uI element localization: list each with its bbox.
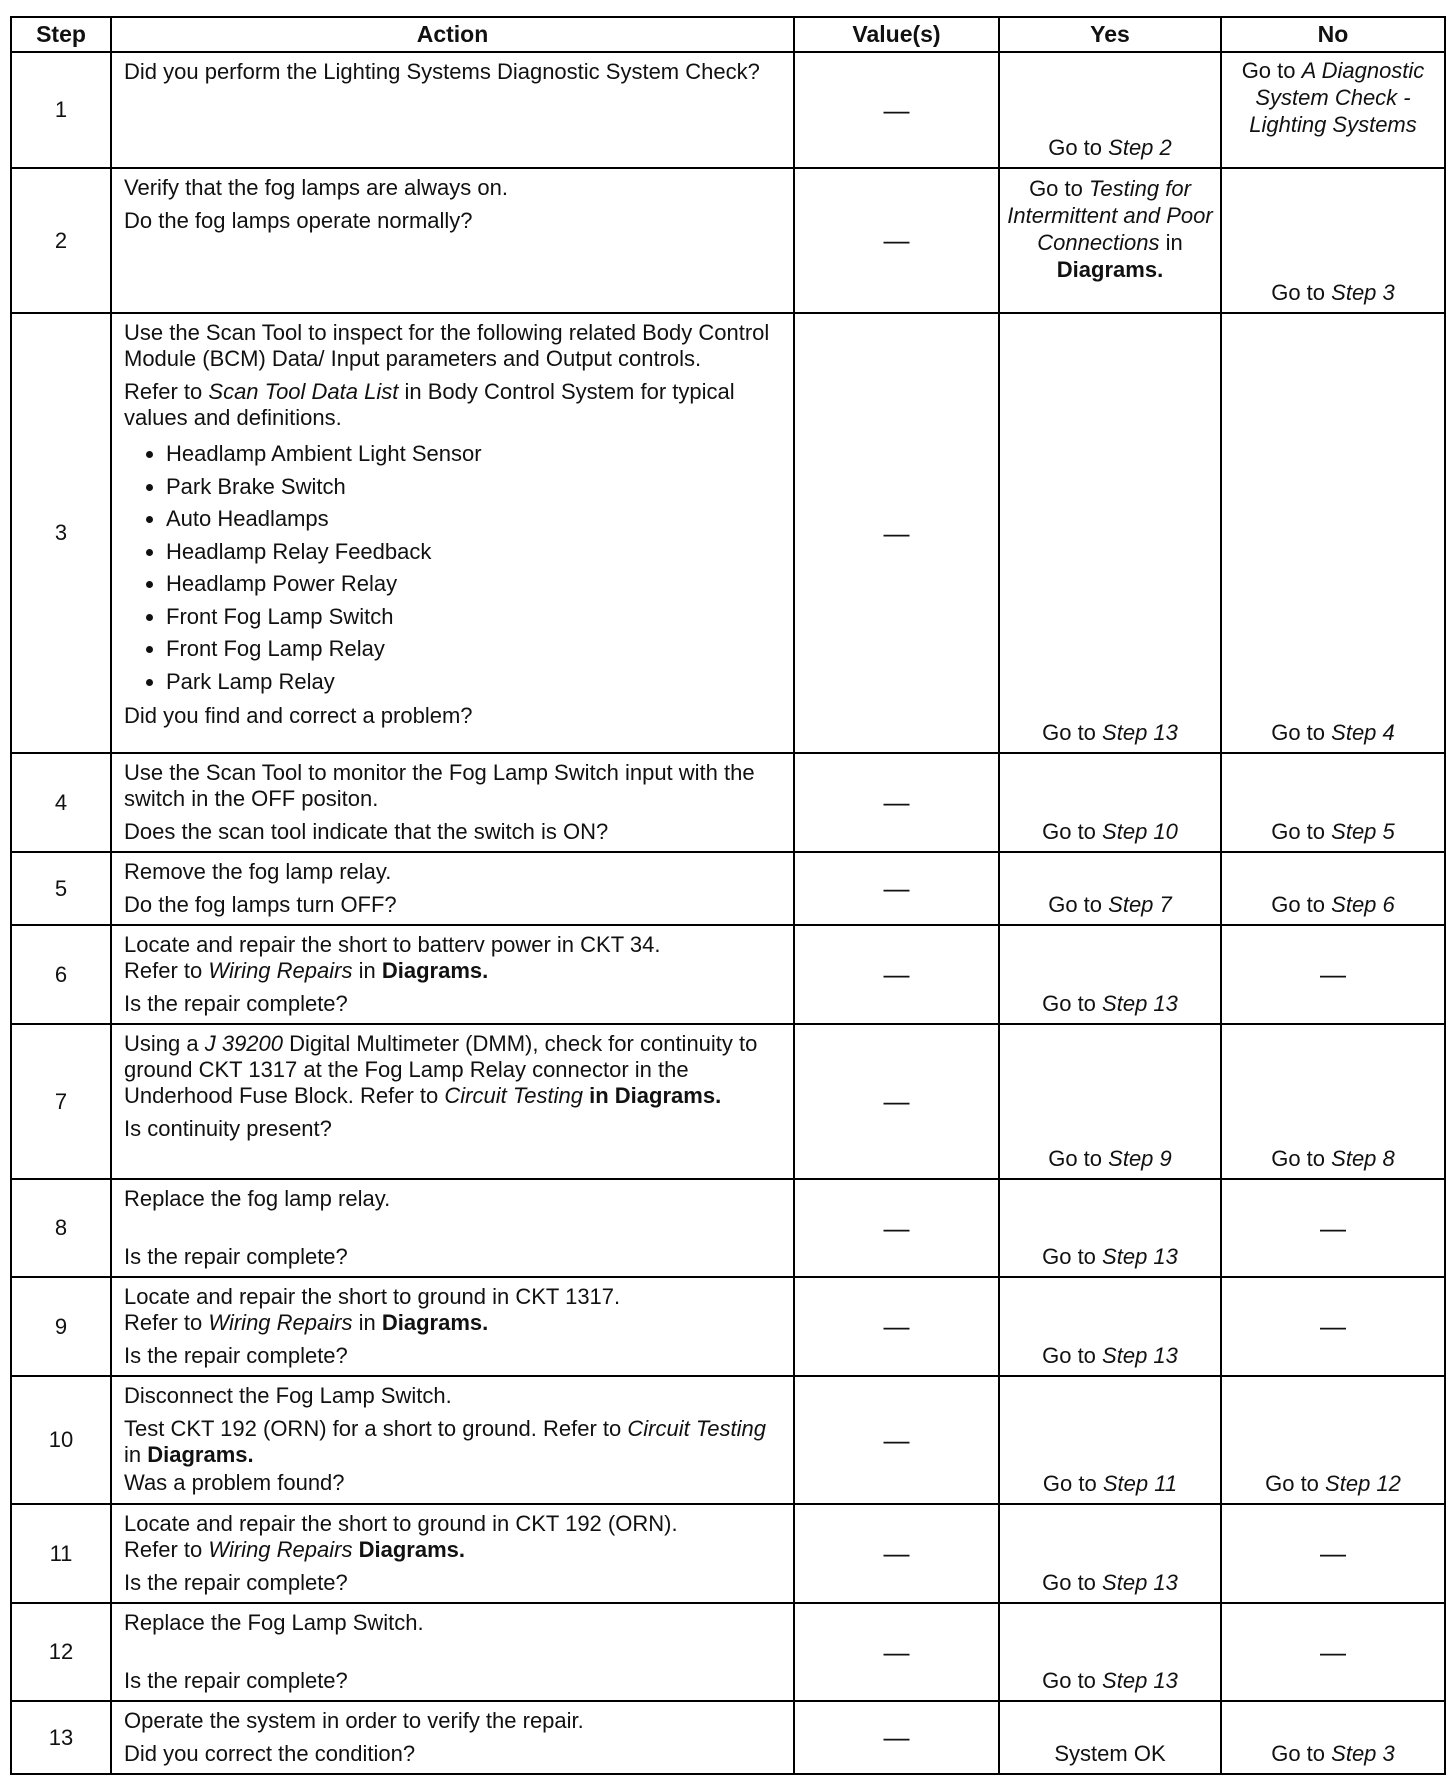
yes-cell: Go to Step 10 — [999, 753, 1221, 852]
no-cell: Go to Step 12 — [1221, 1376, 1445, 1504]
header-yes: Yes — [999, 17, 1221, 52]
no-cell: — — [1221, 1504, 1445, 1603]
diagnostic-table — [10, 16, 1446, 1775]
no-cell: Go to Step 8 — [1221, 1024, 1445, 1179]
value-cell: — — [794, 1024, 999, 1179]
action-cell: Disconnect the Fog Lamp Switch. Test CKT 192 (ORN) for a short to ground. Refer to Circuit Testing in Diagrams. Was a problem found? — [111, 1376, 794, 1504]
value-cell: — — [794, 1179, 999, 1277]
list-item: • Headlamp Relay Feedback — [166, 536, 783, 569]
list-item: • Park Brake Switch — [166, 471, 783, 504]
yes-cell: Go to Step 13 — [999, 925, 1221, 1024]
no-cell: — — [1221, 1277, 1445, 1376]
value-cell: — — [794, 852, 999, 925]
action-cell: Use the Scan Tool to inspect for the following related Body Control Module (BCM) Data/ Input parameters and Output controls. Refer to Scan Tool Data List in Body Control System for typical values and definitions. • Headlamp Ambient Light Sensor • Park Brake Switch • Auto Headlamps • Headlamp Relay Feedback • Headlamp Power Relay • Front Fog Lamp Switch • Front Fog Lamp Relay • Park Lamp Relay Did you find and correct a problem? — [111, 313, 794, 753]
no-cell: Go to Step 6 — [1221, 852, 1445, 925]
list-item: • Auto Headlamps — [166, 503, 783, 536]
parameter-list — [124, 438, 783, 698]
yes-cell: Go to Testing for Intermittent and Poor Connections in Diagrams. — [999, 168, 1221, 313]
action-cell: Replace the fog lamp relay. Is the repair complete? — [111, 1179, 794, 1277]
no-cell: Go to Step 5 — [1221, 753, 1445, 852]
yes-cell: Go to Step 13 — [999, 1179, 1221, 1277]
step-number: 5 — [11, 852, 111, 925]
no-cell: — — [1221, 1179, 1445, 1277]
action-cell: Verify that the fog lamps are always on. Do the fog lamps operate normally? — [111, 168, 794, 313]
step-number: 3 — [11, 313, 111, 753]
yes-cell: Go to Step 7 — [999, 852, 1221, 925]
header-values: Value(s) — [794, 17, 999, 52]
yes-cell: System OK — [999, 1701, 1221, 1774]
header-step: Step — [11, 17, 111, 52]
table-row — [11, 1376, 1445, 1504]
value-cell: — — [794, 168, 999, 313]
no-cell: — — [1221, 925, 1445, 1024]
value-cell: — — [794, 753, 999, 852]
action-cell: Did you perform the Lighting Systems Diagnostic System Check? — [111, 52, 794, 168]
yes-cell: Go to Step 13 — [999, 1603, 1221, 1701]
table-row — [11, 1701, 1445, 1774]
no-cell: Go to Step 4 — [1221, 313, 1445, 753]
list-item: • Front Fog Lamp Relay — [166, 633, 783, 666]
step-number: 9 — [11, 1277, 111, 1376]
value-cell: — — [794, 1376, 999, 1504]
yes-cell: Go to Step 13 — [999, 1504, 1221, 1603]
step-number: 7 — [11, 1024, 111, 1179]
table-row — [11, 753, 1445, 852]
action-cell: Locate and repair the short to batterv power in CKT 34. Refer to Wiring Repairs in Diagrams. Is the repair complete? — [111, 925, 794, 1024]
value-cell: — — [794, 1504, 999, 1603]
header-action: Action — [111, 17, 794, 52]
step-number: 2 — [11, 168, 111, 313]
yes-cell: Go to Step 2 — [999, 52, 1221, 168]
header-no: No — [1221, 17, 1445, 52]
action-cell: Remove the fog lamp relay. Do the fog lamps turn OFF? — [111, 852, 794, 925]
list-item: • Park Lamp Relay — [166, 666, 783, 699]
value-cell: — — [794, 313, 999, 753]
table-row — [11, 168, 1445, 313]
action-cell: Using a J 39200 Digital Multimeter (DMM), check for continuity to ground CKT 1317 at the Fog Lamp Relay connector in the Underhood Fuse Block. Refer to Circuit Testing in Diagrams. Is continuity present? — [111, 1024, 794, 1179]
action-cell: Use the Scan Tool to monitor the Fog Lamp Switch input with the switch in the OFF positon. Does the scan tool indicate that the switch is ON? — [111, 753, 794, 852]
no-cell: Go to Step 3 — [1221, 1701, 1445, 1774]
no-cell: Go to A Diagnostic System Check - Lighting Systems — [1221, 52, 1445, 168]
action-cell: Locate and repair the short to ground in CKT 1317. Refer to Wiring Repairs in Diagrams. Is the repair complete? — [111, 1277, 794, 1376]
step-number: 4 — [11, 753, 111, 852]
step-number: 10 — [11, 1376, 111, 1504]
action-cell: Replace the Fog Lamp Switch. Is the repair complete? — [111, 1603, 794, 1701]
list-item: • Headlamp Ambient Light Sensor — [166, 438, 783, 471]
step-number: 8 — [11, 1179, 111, 1277]
step-number: 6 — [11, 925, 111, 1024]
action-cell: Operate the system in order to verify the repair. Did you correct the condition? — [111, 1701, 794, 1774]
table-row — [11, 1603, 1445, 1701]
table-row — [11, 1179, 1445, 1277]
list-item: • Headlamp Power Relay — [166, 568, 783, 601]
yes-cell: Go to Step 13 — [999, 313, 1221, 753]
value-cell: — — [794, 925, 999, 1024]
table-row — [11, 1277, 1445, 1376]
action-cell: Locate and repair the short to ground in CKT 192 (ORN). Refer to Wiring Repairs Diagrams. Is the repair complete? — [111, 1504, 794, 1603]
yes-cell: Go to Step 11 — [999, 1376, 1221, 1504]
yes-cell: Go to Step 13 — [999, 1277, 1221, 1376]
step-number: 13 — [11, 1701, 111, 1774]
table-row — [11, 1504, 1445, 1603]
table-row — [11, 1024, 1445, 1179]
header-row — [11, 17, 1445, 52]
value-cell: — — [794, 1277, 999, 1376]
table-row — [11, 52, 1445, 168]
table-row — [11, 925, 1445, 1024]
step-number: 11 — [11, 1504, 111, 1603]
no-cell: Go to Step 3 — [1221, 168, 1445, 313]
table-row — [11, 313, 1445, 753]
table-row — [11, 852, 1445, 925]
value-cell: — — [794, 1701, 999, 1774]
value-cell: — — [794, 1603, 999, 1701]
list-item: • Front Fog Lamp Switch — [166, 601, 783, 634]
step-number: 12 — [11, 1603, 111, 1701]
step-number: 1 — [11, 52, 111, 168]
value-cell: — — [794, 52, 999, 168]
no-cell: — — [1221, 1603, 1445, 1701]
yes-cell: Go to Step 9 — [999, 1024, 1221, 1179]
